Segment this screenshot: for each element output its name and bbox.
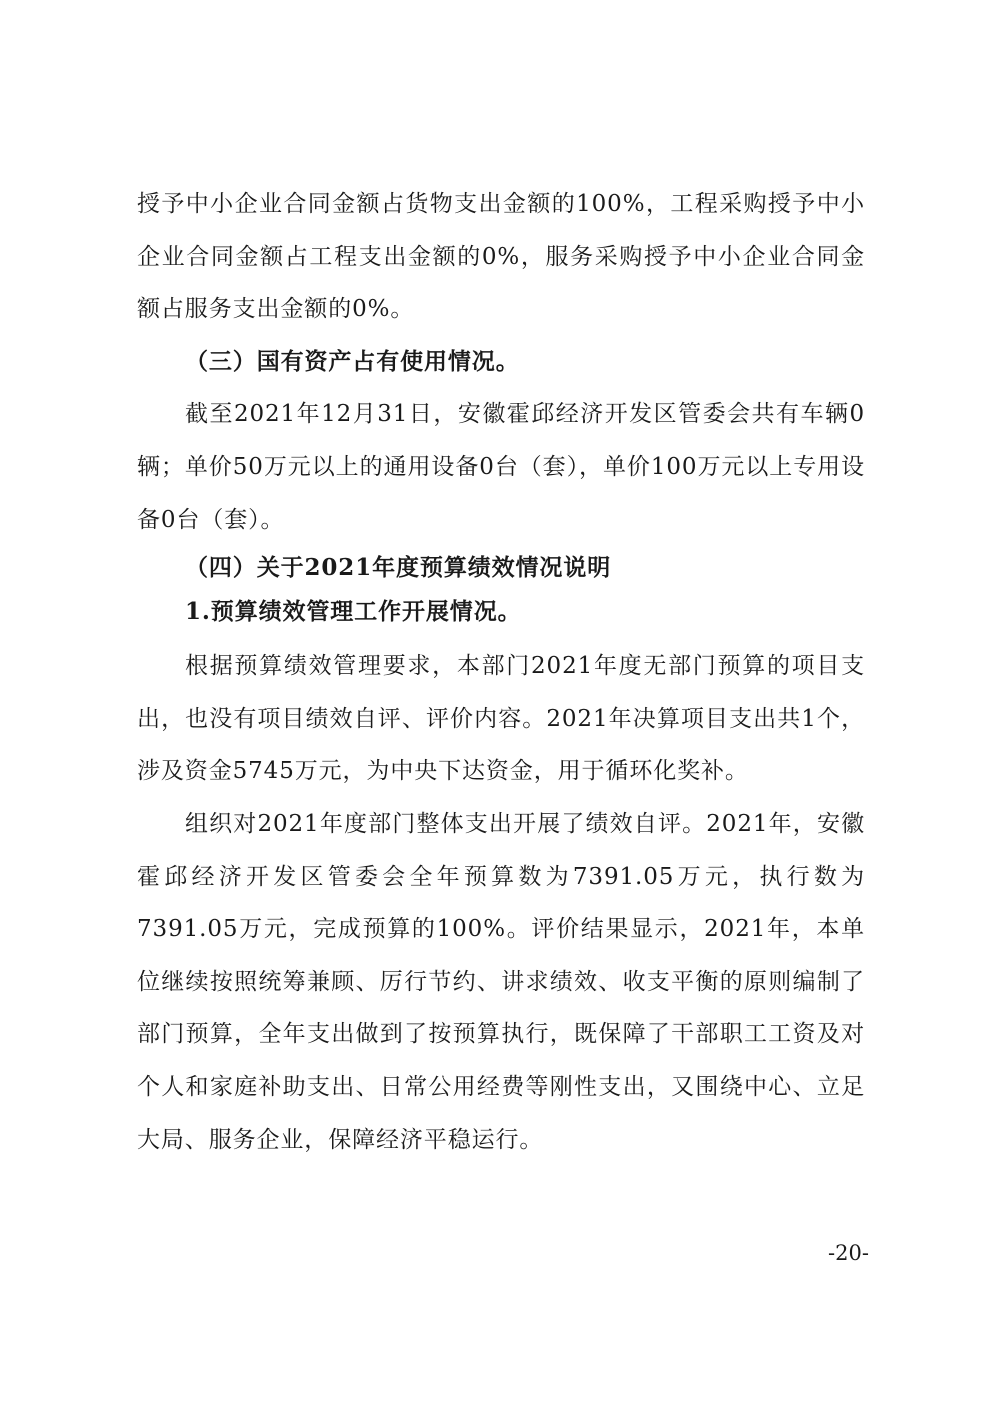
page-number: -20- xyxy=(828,1241,869,1265)
section-heading-budget-performance: （四）关于2021年度预算绩效情况说明 xyxy=(185,554,612,582)
paragraph-project-expenditure: 根据预算绩效管理要求，本部门2021年度无部门预算的项目支出，也没有项目绩效自评、评价内容。2021年决算项目支出共1个，涉及资金5745万元，为中央下达资金，用于循环化奖补。 xyxy=(137,653,865,785)
paragraph-overall-self-evaluation: 组织对2021年度部门整体支出开展了绩效自评。2021年，安徽霍邱经济开发区管委会全年预算数为7391.05万元，执行数为7391.05万元，完成预算的100%。评价结果显示，2021年，本单位继续按照统筹兼顾、厉行节约、讲求绩效、收支平衡的原则编制了部门预算，全年支出做到了按预算执行，既保障了干部职工工资及对个人和家庭补助支出、日常公用经费等刚性支出，又围绕中心、立足大局、服务企业，保障经济平稳运行。 xyxy=(137,810,865,1153)
document-body xyxy=(137,178,865,1166)
subheading-performance-management: 1.预算绩效管理工作开展情况。 xyxy=(185,598,522,626)
paragraph-state-assets: 截至2021年12月31日，安徽霍邱经济开发区管委会共有车辆0辆；单价50万元以上的通用设备0台（套），单价100万元以上专用设备0台（套）。 xyxy=(137,401,865,533)
section-heading-state-assets: （三）国有资产占有使用情况。 xyxy=(185,347,520,375)
paragraph-procurement-continuation: 授予中小企业合同金额占货物支出金额的100%，工程采购授予中小企业合同金额占工程支出金额的0%，服务采购授予中小企业合同金额占服务支出金额的0%。 xyxy=(137,191,865,323)
